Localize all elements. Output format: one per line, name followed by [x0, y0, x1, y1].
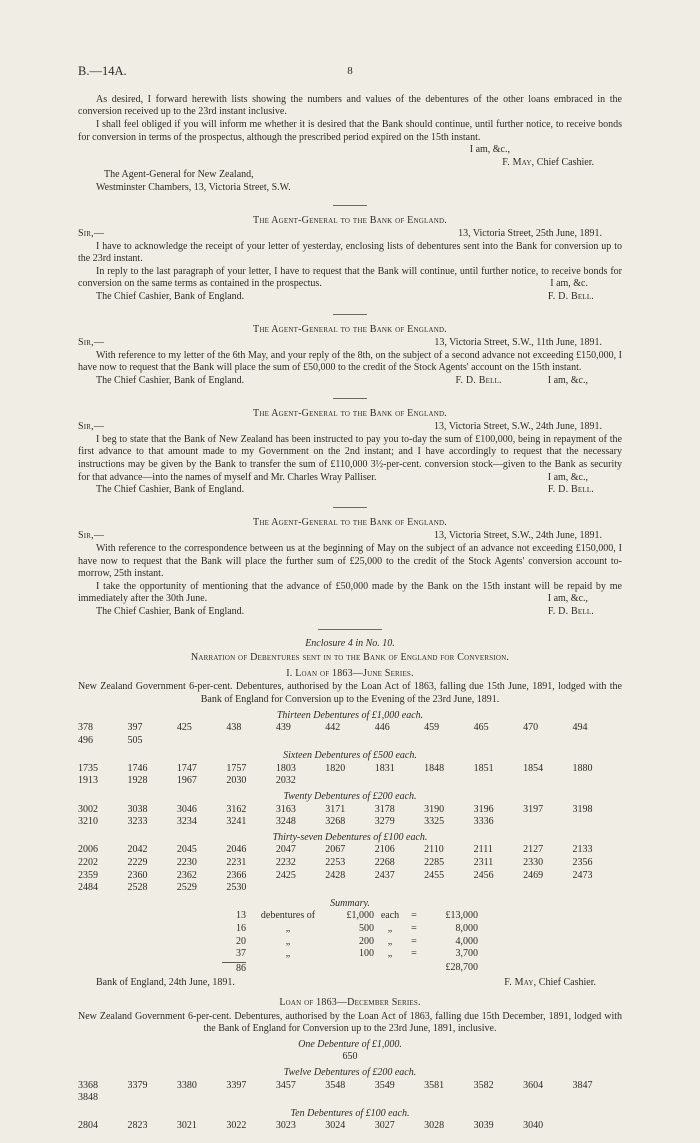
- summary-equals: =: [411, 948, 417, 960]
- debenture-number: 2030: [226, 775, 247, 787]
- debenture-group: [78, 1108, 622, 1133]
- section-divider: [333, 314, 367, 315]
- summary-ditto: „: [285, 948, 291, 960]
- letter-paragraph: [78, 241, 622, 266]
- letter-paragraph: [78, 543, 622, 581]
- debenture-number-row: [78, 735, 622, 748]
- paragraph-text: I beg to state that the Bank of New Zealand has been instructed to pay you to-day the sum of £100,000, being in repayment of the first advance to that amount made to my Government on the 2nd instant; and I have accordingly to request that the necessary instructions may be given by the Bank to transfer the sum of £110,000 3½-per-cent. conversion stock—given to the Bank as security for that advance—into the names of myself and Mr. Charles Wray Palliser.: [78, 433, 622, 483]
- letter-heading: The Agent-General to the Bank of England.: [253, 407, 447, 419]
- debenture-number: 3848: [78, 1092, 98, 1104]
- summary-row: [222, 948, 478, 961]
- debenture-number: 2046: [226, 844, 247, 856]
- debenture-number-row: [78, 804, 622, 817]
- debenture-number: 3325: [424, 816, 445, 828]
- debenture-number: 2362: [176, 869, 197, 881]
- debenture-number: 3582: [473, 1079, 494, 1091]
- summary-word: debentures of: [260, 910, 316, 922]
- debenture-number: 3549: [374, 1079, 395, 1091]
- debenture-number-row: [78, 882, 622, 895]
- dateline: 13, Victoria Street, S.W., 11th June, 1891.: [434, 337, 602, 349]
- salutation: Sir,—: [78, 228, 105, 240]
- debenture-number: 1803: [275, 762, 296, 774]
- debenture-number: 2437: [374, 869, 395, 881]
- letter-paragraph: [78, 434, 622, 484]
- debenture-number: 505: [127, 734, 143, 746]
- enclosure-heading: Narration of Debentures sent in to the Bank of England for Conversion.: [190, 652, 510, 664]
- debenture-number: 3196: [473, 803, 494, 815]
- debenture-number: 2230: [176, 857, 197, 869]
- spacer: [374, 962, 406, 976]
- letter-signature: [78, 157, 622, 170]
- salutation-row: [78, 228, 622, 241]
- letter-addressee-line: Westminster Chambers, 13, Victoria Street, S.W.: [96, 181, 291, 193]
- debenture-number: 470: [523, 722, 539, 734]
- december-series-description: New Zealand Government 6-per-cent. Debentures, authorised by the Loan Act of 1863, falling due 15th December, 1891, lodged with the Bank of England for Conversion up to the 23rd June, 1891, inclusive.: [78, 1010, 622, 1035]
- summary-ditto: „: [387, 948, 393, 960]
- debenture-number: 2111: [473, 844, 493, 856]
- section-divider: [318, 629, 382, 630]
- debenture-number: 3368: [78, 1079, 98, 1091]
- debenture-number-row: [78, 844, 622, 857]
- debenture-number-grid: [78, 1080, 622, 1105]
- debenture-number-row: [78, 775, 622, 788]
- debenture-number: 2285: [424, 857, 445, 869]
- debenture-group: [78, 710, 622, 748]
- debenture-number: 2133: [572, 844, 593, 856]
- debenture-number: 3197: [523, 803, 544, 815]
- debenture-number: 438: [226, 722, 242, 734]
- debenture-number: 3022: [226, 1120, 247, 1132]
- debenture-number: 2110: [424, 844, 444, 856]
- debenture-number-row: [78, 857, 622, 870]
- debenture-number: 3171: [325, 803, 346, 815]
- debenture-number: 3604: [523, 1079, 544, 1091]
- debenture-number: 3040: [523, 1120, 544, 1132]
- salutation: Sir,—: [78, 421, 105, 433]
- summary-row: [222, 910, 478, 923]
- debenture-number: 1747: [176, 762, 197, 774]
- debenture-number: 650: [342, 1051, 358, 1063]
- summary-count: 13: [236, 910, 246, 922]
- debenture-number: 1757: [226, 762, 247, 774]
- enclosure-title: Enclosure 4 in No. 10.: [305, 637, 395, 649]
- debenture-group-title: One Debenture of £1,000.: [298, 1038, 402, 1050]
- page-header: [78, 64, 622, 80]
- debenture-number: 2356: [572, 857, 593, 869]
- debenture-number: 2456: [473, 869, 494, 881]
- signature-name: F. May,: [502, 156, 535, 168]
- debenture-number: 1928: [127, 775, 148, 787]
- debenture-number: 2469: [523, 869, 544, 881]
- debenture-number: 2804: [78, 1120, 98, 1132]
- debenture-number: 3002: [78, 803, 98, 815]
- debenture-number-grid: [78, 763, 622, 788]
- debenture-number: 3279: [374, 816, 395, 828]
- letter-signature: F. D. Bell.: [455, 375, 502, 387]
- summary-count: 20: [236, 935, 246, 947]
- debenture-number: 2202: [78, 857, 98, 869]
- debenture-number: 1880: [572, 762, 593, 774]
- debenture-number: 459: [424, 722, 440, 734]
- doc-ref: B.—14A.: [78, 64, 127, 78]
- debenture-group: [78, 1039, 622, 1064]
- debenture-number: 3163: [275, 803, 296, 815]
- debenture-number: 3268: [325, 816, 346, 828]
- letter-paragraph: [78, 266, 622, 291]
- letter: [78, 408, 622, 497]
- debenture-number: 3336: [473, 816, 494, 828]
- debenture-number: 442: [325, 722, 341, 734]
- debenture-number: 3548: [325, 1079, 346, 1091]
- letter: [78, 517, 622, 619]
- summary-ditto: „: [387, 935, 393, 947]
- debenture-group: [78, 832, 622, 895]
- debenture-number: 3023: [275, 1120, 296, 1132]
- debenture-number: 2268: [374, 857, 395, 869]
- debenture-group-title: Twenty Debentures of £200 each.: [283, 791, 417, 803]
- summary-count: 37: [236, 948, 246, 960]
- signature-row: [78, 375, 530, 388]
- spacer: [246, 962, 330, 976]
- debenture-number: 3379: [127, 1079, 148, 1091]
- debenture-number: 2428: [325, 869, 346, 881]
- debenture-number-row: [78, 763, 622, 776]
- debenture-number: 1820: [325, 762, 346, 774]
- debenture-number: 3039: [473, 1120, 494, 1132]
- intro-letter-continuation: [78, 94, 622, 195]
- letter-addressee: The Chief Cashier, Bank of England.: [96, 605, 245, 617]
- debenture-number: 378: [78, 722, 93, 734]
- summary-each: each: [380, 910, 400, 922]
- debenture-number: 2231: [226, 857, 247, 869]
- letter-addressee-line: The Agent-General for New Zealand,: [104, 169, 254, 181]
- debenture-number: 3581: [424, 1079, 445, 1091]
- letter-heading: The Agent-General to the Bank of England.: [253, 214, 447, 226]
- summary-amount: 4,000: [455, 935, 478, 947]
- salutation-row: [78, 530, 622, 543]
- summary-total-count: 86: [222, 962, 246, 976]
- debenture-number: 3210: [78, 816, 98, 828]
- page-number: 8: [347, 65, 353, 77]
- debenture-number: 2529: [176, 882, 197, 894]
- paragraph-text: As desired, I forward herewith lists showing the numbers and values of the debentures of the other loans embraced in the conversion received up to the 23rd instant inclusive.: [78, 93, 622, 118]
- debenture-number: 3190: [424, 803, 445, 815]
- spacer: [330, 962, 374, 976]
- debenture-number-row: [78, 816, 622, 829]
- letter-paragraph: [78, 581, 622, 606]
- debenture-number: 1913: [78, 775, 98, 787]
- debenture-group-title: Thirteen Debentures of £1,000 each.: [276, 709, 424, 721]
- debenture-number-row: [78, 1120, 622, 1133]
- debenture-number: 1831: [374, 762, 395, 774]
- paragraph-text: With reference to my letter of the 6th May, and your reply of the 8th, on the subject of a second advance not exceeding £150,000, I have now to request that the Bank will place the sum of £50,000 to the credit of the Stock Agents' account on the 15th instant.: [78, 349, 622, 374]
- summary-denomination: £1,000: [346, 910, 374, 922]
- debenture-number: 2330: [523, 857, 544, 869]
- debenture-group-title: Sixteen Debentures of £500 each.: [283, 750, 417, 762]
- summary-ditto: „: [285, 923, 291, 934]
- dateline: 13, Victoria Street, S.W., 24th June, 1891.: [434, 530, 602, 542]
- debenture-group-title: Twelve Debentures of £200 each.: [283, 1066, 417, 1078]
- summary-denomination: 500: [359, 923, 374, 934]
- paragraph-text: I have to acknowledge the receipt of your letter of yesterday, enclosing lists of debentures sent into the Bank for conversion up to the 23rd instant.: [78, 240, 622, 265]
- debenture-number-row: [78, 1080, 622, 1093]
- debenture-number: 446: [374, 722, 390, 734]
- summary-table: [222, 898, 478, 976]
- debenture-number: 2359: [78, 869, 98, 881]
- spacer: [406, 962, 422, 976]
- debenture-number: 1967: [176, 775, 197, 787]
- debenture-number: 3233: [127, 816, 148, 828]
- debenture-number-grid: [78, 1120, 622, 1133]
- debenture-number-row: [78, 722, 622, 735]
- debenture-number: 2232: [275, 857, 296, 869]
- letter-closing: I am, &c.,: [469, 144, 510, 156]
- footer-place-date: Bank of England, 24th June, 1891.: [96, 977, 235, 989]
- letter-paragraph: [78, 119, 622, 144]
- summary-denomination: 100: [359, 948, 374, 960]
- signature-title: Chief Cashier.: [538, 977, 596, 989]
- debenture-number: 3248: [275, 816, 296, 828]
- debenture-number: 3397: [226, 1079, 247, 1091]
- letter-signature: F. D. Bell.: [547, 291, 594, 303]
- signature-title: Chief Cashier.: [536, 156, 594, 168]
- debenture-number: 2473: [572, 869, 593, 881]
- debenture-number-row: [78, 870, 622, 883]
- debenture-group-title: Thirty-seven Debentures of £100 each.: [272, 831, 428, 843]
- letter-addressee: The Chief Cashier, Bank of England.: [96, 484, 245, 496]
- debenture-number: 3028: [424, 1120, 445, 1132]
- debenture-number: 2360: [127, 869, 148, 881]
- summary-amount: 3,700: [455, 948, 478, 960]
- salutation-row: [78, 421, 622, 434]
- summary-count: 16: [236, 923, 246, 934]
- debenture-number: 3162: [226, 803, 247, 815]
- summary-total-row: [222, 962, 478, 976]
- letter-heading: The Agent-General to the Bank of England.: [253, 516, 447, 528]
- debenture-number: 425: [176, 722, 192, 734]
- debenture-number: 2366: [226, 869, 247, 881]
- december-series-title: Loan of 1863—December Series.: [279, 996, 421, 1008]
- debenture-number: 397: [127, 722, 143, 734]
- debenture-number-grid: [78, 844, 622, 894]
- debenture-number: 2528: [127, 882, 148, 894]
- debenture-number-grid: [78, 722, 622, 747]
- summary-equals: =: [411, 910, 417, 922]
- signature-row: [78, 484, 622, 497]
- debenture-number: 2047: [275, 844, 296, 856]
- paragraph-text: I shall feel obliged if you will inform me whether it is desired that the Bank should continue, until further notice, to receive bonds for conversion in terms of the prospectus, although the prescribed period expired on the 15th instant.: [78, 118, 622, 143]
- letter-addressee: The Chief Cashier, Bank of England.: [96, 291, 245, 303]
- debenture-number: 2823: [127, 1120, 148, 1132]
- june-series-title: I. Loan of 1863—June Series.: [286, 667, 414, 679]
- summary-row: [222, 923, 478, 936]
- salutation: Sir,—: [78, 530, 105, 542]
- debenture-number: 3198: [572, 803, 593, 815]
- paragraph-text: With reference to the correspondence between us at the beginning of May on the subject of an advance not exceeding £150,000, I have now to request that the Bank will place the further sum of £25,000 to the credit of the Stock Agents' conversion account to-morrow, 25th instant.: [78, 542, 622, 580]
- section-divider: [333, 398, 367, 399]
- enclosure-footer: [78, 977, 622, 990]
- debenture-number: 2045: [176, 844, 197, 856]
- section-divider: [333, 507, 367, 508]
- summary-amount: 8,000: [455, 923, 478, 934]
- paragraph-text: I take the opportunity of mentioning that the advance of £50,000 made by the Bank on the 15th instant will be repaid by me immediately after the 30th June.: [78, 580, 622, 605]
- footer-signature: [504, 977, 596, 990]
- summary-ditto: „: [285, 935, 291, 947]
- debenture-number: 496: [78, 734, 93, 746]
- summary-total-amount: £28,700: [445, 961, 478, 973]
- dateline: 13, Victoria Street, S.W., 24th June, 1891.: [434, 421, 602, 433]
- debenture-number: 1851: [473, 762, 494, 774]
- debenture-number: 2006: [78, 844, 98, 856]
- debenture-number: 2067: [325, 844, 346, 856]
- dateline: 13, Victoria Street, 25th June, 1891.: [458, 228, 602, 240]
- summary-ditto: „: [387, 923, 393, 934]
- debenture-number-row: [78, 1092, 622, 1105]
- debenture-number: 2530: [226, 882, 247, 894]
- debenture-number: 494: [572, 722, 588, 734]
- debenture-number: 2229: [127, 857, 148, 869]
- salutation: Sir,—: [78, 337, 105, 349]
- debenture-number: 2127: [523, 844, 544, 856]
- debenture-number: 2032: [275, 775, 296, 787]
- debenture-number: 3380: [176, 1079, 197, 1091]
- letter: [78, 215, 622, 304]
- letter-paragraph: [78, 94, 622, 119]
- debenture-number: 3234: [176, 816, 197, 828]
- debenture-number: 3021: [176, 1120, 197, 1132]
- debenture-number: 1746: [127, 762, 148, 774]
- section-divider: [333, 205, 367, 206]
- debenture-number: 3457: [275, 1079, 296, 1091]
- salutation-row: [78, 337, 622, 350]
- debenture-number: 439: [275, 722, 291, 734]
- letter-addressee: The Chief Cashier, Bank of England.: [96, 375, 245, 387]
- letter-closing: I am, &c.,: [547, 593, 588, 605]
- debenture-number: 2455: [424, 869, 445, 881]
- debenture-number: 3241: [226, 816, 247, 828]
- letter-closing: I am, &c.,: [547, 375, 588, 387]
- enclosure-section: [78, 638, 622, 1133]
- letter: [78, 324, 622, 388]
- debenture-number: 2106: [374, 844, 395, 856]
- june-series-description: New Zealand Government 6-per-cent. Debentures, authorised by the Loan Act of 1863, falling due 15th June, 1891, lodged with the Bank of England for Conversion up to the Evening of the 23rd June, 1891.: [78, 681, 622, 705]
- debenture-number: 3027: [374, 1120, 395, 1132]
- signature-row: [78, 291, 622, 304]
- summary-equals: =: [411, 923, 417, 934]
- debenture-number: 2311: [473, 857, 494, 869]
- debenture-number: 2484: [78, 882, 98, 894]
- debenture-number: 3178: [374, 803, 395, 815]
- summary-row: [222, 936, 478, 949]
- summary-amount: £13,000: [445, 910, 478, 922]
- signature-row: [78, 606, 622, 619]
- summary-title: Summary.: [330, 897, 370, 909]
- letter-heading: The Agent-General to the Bank of England.: [253, 323, 447, 335]
- summary-equals: =: [411, 935, 417, 947]
- debenture-number: 3038: [127, 803, 148, 815]
- debenture-number: 2425: [275, 869, 296, 881]
- debenture-number: 3046: [176, 803, 197, 815]
- debenture-number: 1735: [78, 762, 98, 774]
- debenture-group: [78, 750, 622, 788]
- letter-closing: I am, &c.,: [547, 471, 588, 483]
- paragraph-text: In reply to the last paragraph of your letter, I have to request that the Bank will continue, until further notice, to receive bonds for conversion on the same terms as contained in the prospectus.: [78, 265, 622, 290]
- debenture-number: 2253: [325, 857, 346, 869]
- letter-signature: F. D. Bell.: [547, 605, 594, 617]
- debenture-number: 3024: [325, 1120, 346, 1132]
- debenture-group: [78, 791, 622, 829]
- summary-denomination: 200: [359, 935, 374, 947]
- debenture-group-title: Ten Debentures of £100 each.: [290, 1107, 410, 1119]
- debenture-number: 465: [473, 722, 489, 734]
- debenture-number: 2042: [127, 844, 148, 856]
- debenture-group: [78, 1067, 622, 1105]
- signature-name: F. May,: [504, 977, 537, 989]
- debenture-number: 3847: [572, 1079, 593, 1091]
- debenture-number-grid: [78, 804, 622, 829]
- debenture-number: 1848: [424, 762, 445, 774]
- letter-closing: I am, &c.: [550, 278, 588, 290]
- debenture-number: 1854: [523, 762, 544, 774]
- letter-signature: F. D. Bell.: [547, 484, 594, 496]
